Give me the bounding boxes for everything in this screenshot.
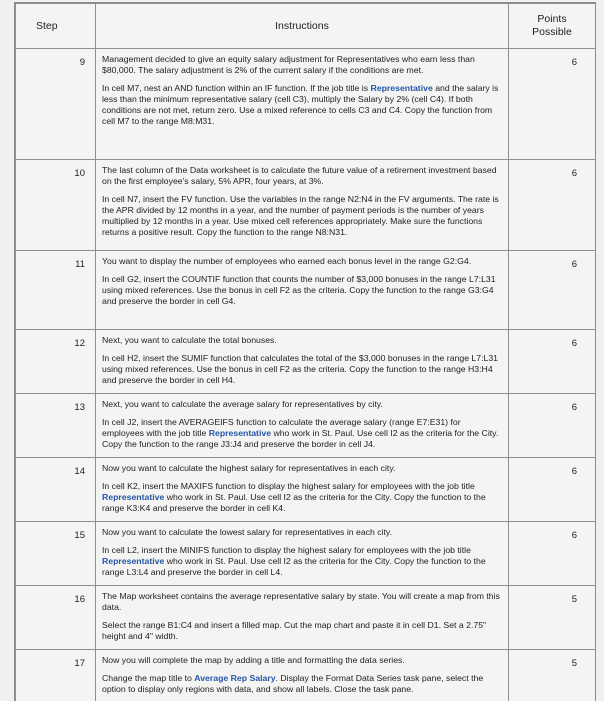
points-value: 6 bbox=[509, 49, 596, 160]
points-value: 6 bbox=[509, 458, 596, 522]
header-row bbox=[16, 4, 596, 49]
table-row bbox=[16, 522, 596, 586]
instruction-detail: In cell H2, insert the SUMIF function that calculates the total of the $3,000 bonuses in the range L7:L31 using mixed references. Use the bonus in cell F2 as the criteria. Copy the function to the range H3:H4 and preserve the border in cell H4. bbox=[102, 353, 502, 386]
instruction-cell bbox=[96, 586, 509, 650]
table-row bbox=[16, 458, 596, 522]
instruction-intro: The Map worksheet contains the average representative salary by state. You will create a map from this data. bbox=[102, 591, 502, 613]
highlight-term: Representative bbox=[370, 83, 432, 93]
instruction-detail: In cell J2, insert the AVERAGEIFS function to calculate the average salary (range E7:E31) for employees with the job title Representative who work in St. Paul. Use cell I2 as the criteria for the City. Copy the function to the range J3:J4 and preserve the border in cell J4. bbox=[102, 417, 502, 450]
points-value: 6 bbox=[509, 394, 596, 458]
highlight-term: Representative bbox=[209, 428, 271, 438]
instruction-intro: You want to display the number of employees who earned each bonus level in the range G2:G4. bbox=[102, 256, 502, 267]
step-number: 16 bbox=[16, 586, 96, 650]
instruction-intro: Next, you want to calculate the average salary for representatives by city. bbox=[102, 399, 502, 410]
instruction-detail: In cell L2, insert the MINIFS function to display the highest salary for employees with the job title Representative who work in St. Paul. Use cell I2 as the criteria for the City. Copy the function to the range L3:L4 and preserve the border in cell L4. bbox=[102, 545, 502, 578]
points-value: 6 bbox=[509, 522, 596, 586]
table-row bbox=[16, 49, 596, 160]
points-header-line1: Points bbox=[537, 13, 566, 25]
points-value: 5 bbox=[509, 650, 596, 701]
step-number: 14 bbox=[16, 458, 96, 522]
instructions-sheet bbox=[14, 2, 596, 701]
instruction-cell bbox=[96, 650, 509, 701]
instruction-cell bbox=[96, 160, 509, 251]
step-number: 10 bbox=[16, 160, 96, 251]
instruction-cell bbox=[96, 330, 509, 394]
instruction-intro: The last column of the Data worksheet is to calculate the future value of a retirement investment based on the first employee's salary, 5% APR, four years, at 3%. bbox=[102, 165, 502, 187]
instruction-detail: In cell G2, insert the COUNTIF function that counts the number of $3,000 bonuses in the range L7:L31 using mixed references. Use the bonus in cell F2 as the criteria. Copy the function to the range G3:G4 and preserve the border in cell G4. bbox=[102, 274, 502, 307]
table-row bbox=[16, 586, 596, 650]
instruction-detail: In cell K2, insert the MAXIFS function to display the highest salary for employees with the job title Representative who work in St. Paul. Use cell I2 as the criteria for the City. Copy the function to the range K3:K4 and preserve the border in cell K4. bbox=[102, 481, 502, 514]
highlight-term: Representative bbox=[102, 556, 164, 566]
points-column-header bbox=[509, 4, 596, 49]
points-value: 6 bbox=[509, 330, 596, 394]
table-row bbox=[16, 160, 596, 251]
step-number: 17 bbox=[16, 650, 96, 701]
instruction-cell bbox=[96, 251, 509, 330]
instruction-intro: Now you will complete the map by adding a title and formatting the data series. bbox=[102, 655, 502, 666]
instruction-intro: Management decided to give an equity salary adjustment for Representatives who earn less than $80,000. The salary adjustment is 2% of the current salary if the conditions are met. bbox=[102, 54, 502, 76]
step-number: 9 bbox=[16, 49, 96, 160]
instruction-cell bbox=[96, 458, 509, 522]
table-row bbox=[16, 650, 596, 701]
instructions-column-header: Instructions bbox=[96, 4, 509, 49]
table-row bbox=[16, 394, 596, 458]
highlight-term: Representative bbox=[102, 492, 164, 502]
step-number: 12 bbox=[16, 330, 96, 394]
step-number: 11 bbox=[16, 251, 96, 330]
instruction-detail: In cell N7, insert the FV function. Use the variables in the range N2:N4 in the FV arguments. The rate is the APR divided by 12 months in a year, and the number of payment periods is the number of years multiplied by 12 months in a year. Use mixed cell references appropriately. Make sure the functions returns a positive result. Copy the function to the range N8:N31. bbox=[102, 194, 502, 238]
step-number: 15 bbox=[16, 522, 96, 586]
highlight-term: Average Rep Salary bbox=[194, 673, 275, 683]
points-value: 5 bbox=[509, 586, 596, 650]
instruction-intro: Now you want to calculate the highest salary for representatives in each city. bbox=[102, 463, 502, 474]
instruction-detail: In cell M7, nest an AND function within an IF function. If the job title is Representative and the salary is less than the minimum representative salary (cell C3), multiply the Salary by 2% (cell C4). If both conditions are not met, return zero. Use a mixed reference to cells C3 and C4. Copy the function from cell M7 to the range M8:M31. bbox=[102, 83, 502, 127]
instruction-cell bbox=[96, 522, 509, 586]
step-number: 13 bbox=[16, 394, 96, 458]
instruction-intro: Now you want to calculate the lowest salary for representatives in each city. bbox=[102, 527, 502, 538]
points-value: 6 bbox=[509, 160, 596, 251]
step-column-header: Step bbox=[16, 4, 96, 49]
points-value: 6 bbox=[509, 251, 596, 330]
instruction-detail: Change the map title to Average Rep Salary. Display the Format Data Series task pane, select the option to display only regions with data, and show all labels. Close the task pane. bbox=[102, 673, 502, 695]
instruction-intro: Next, you want to calculate the total bonuses. bbox=[102, 335, 502, 346]
table-row bbox=[16, 330, 596, 394]
table-row bbox=[16, 251, 596, 330]
instruction-cell bbox=[96, 394, 509, 458]
instruction-detail: Select the range B1:C4 and insert a filled map. Cut the map chart and paste it in cell D1. Set a 2.75" height and 4" width. bbox=[102, 620, 502, 642]
points-header-line2: Possible bbox=[532, 26, 572, 38]
instruction-cell bbox=[96, 49, 509, 160]
instructions-table bbox=[15, 3, 596, 701]
